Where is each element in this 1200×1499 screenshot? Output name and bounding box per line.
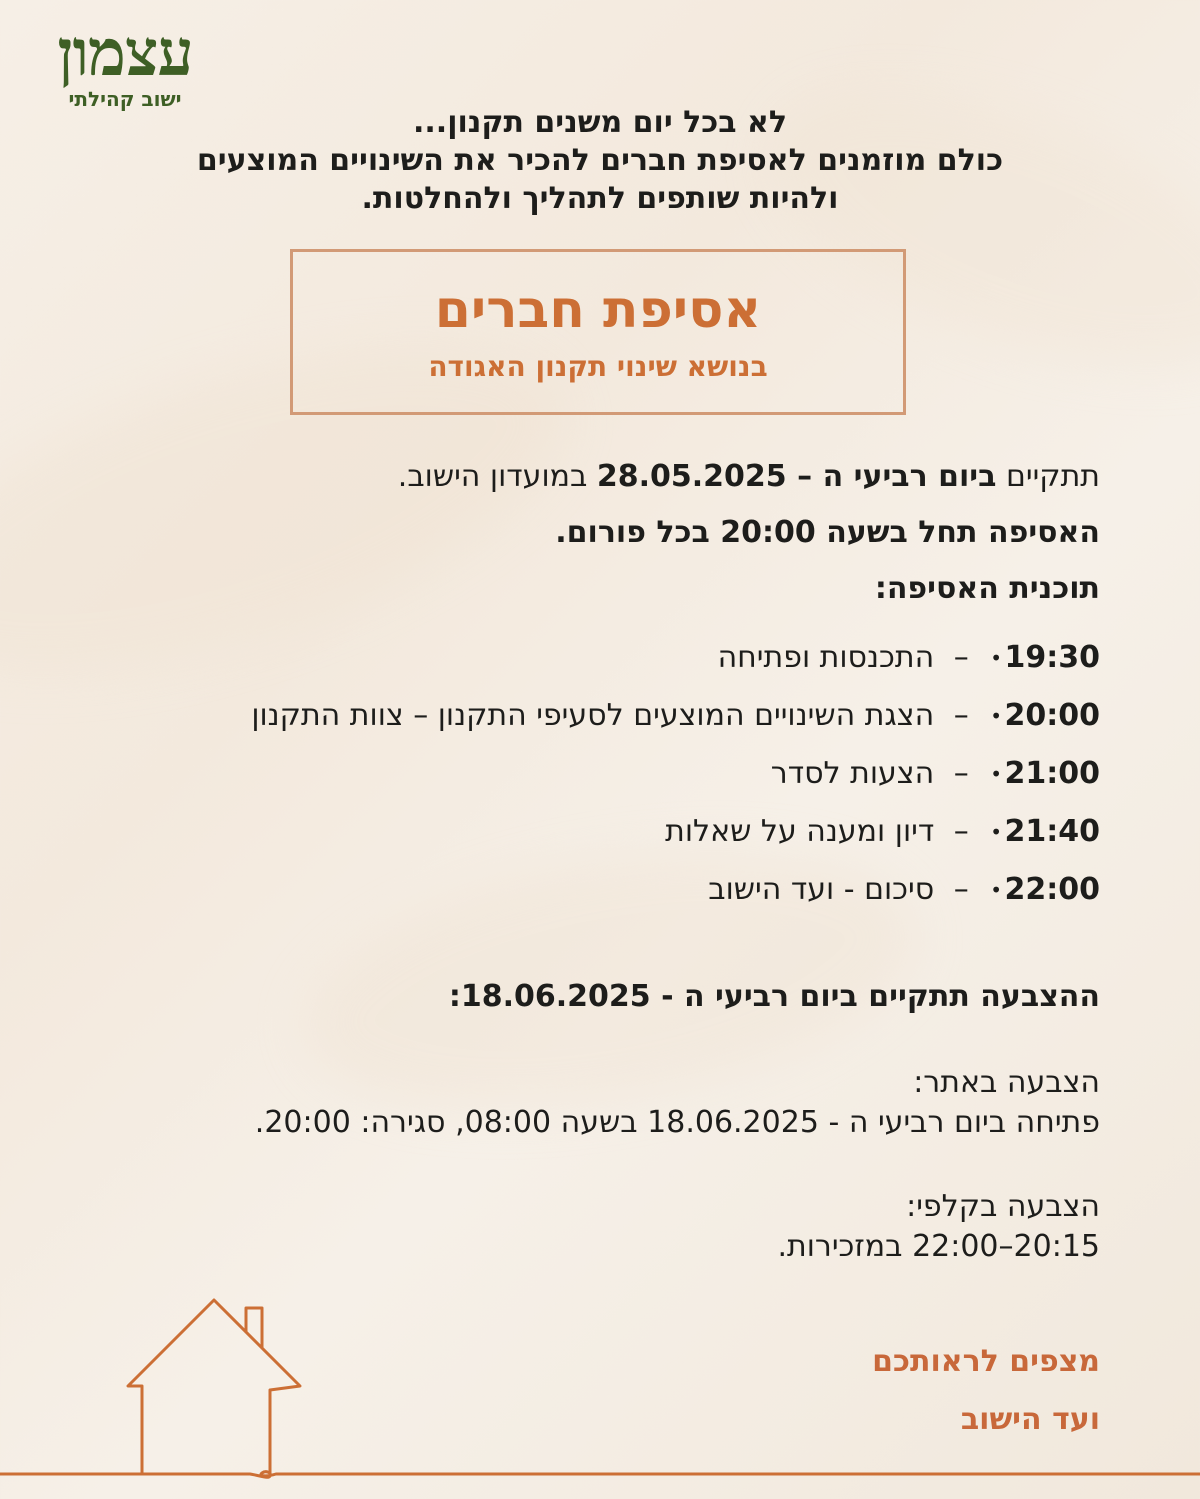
house-line-icon	[0, 1280, 1200, 1499]
logo-name: עצמון	[57, 16, 193, 91]
agenda-text: התכנסות ופתיחה	[717, 640, 935, 675]
intro-text	[0, 104, 1200, 218]
agenda-item	[80, 803, 1100, 861]
when-location: במועדון הישוב.	[397, 459, 588, 494]
dash-separator: –	[953, 640, 969, 675]
online-voting-text: פתיחה ביום רביעי ה - 18.06.2025 בשעה 08:00, סגירה: 20:00.	[254, 1105, 1100, 1140]
ballot-voting-text: 20:15–22:00 במזכירות.	[777, 1229, 1100, 1264]
voting-title: ההצבעה תתקיים ביום רביעי ה - 18.06.2025:	[448, 979, 1100, 1014]
agenda-text: הצגת השינויים המוצעים לסעיפי התקנון – צוות התקנון	[251, 698, 935, 733]
agenda-time: 20:00	[1004, 698, 1100, 733]
meeting-start: האסיפה תחל בשעה 20:00 בכל פורום.	[555, 515, 1100, 550]
agenda-time: 19:30	[1004, 640, 1100, 675]
meeting-when	[80, 455, 1100, 499]
ballot-voting	[80, 1187, 1100, 1267]
agenda-item	[80, 687, 1100, 745]
agenda-time: 22:00	[1004, 872, 1100, 907]
agenda-item	[80, 629, 1100, 687]
meeting-details	[80, 455, 1100, 1267]
bullet-icon: •	[990, 762, 1002, 786]
when-date: ביום רביעי ה – 28.05.2025	[596, 459, 997, 494]
bullet-icon: •	[990, 704, 1002, 728]
online-voting-label: הצבעה באתר:	[913, 1065, 1100, 1100]
ballot-voting-label: הצבעה בקלפי:	[906, 1189, 1100, 1224]
logo-subtitle: ישוב קהילתי	[68, 87, 182, 111]
online-voting	[80, 1063, 1100, 1143]
agenda-time: 21:00	[1004, 756, 1100, 791]
when-prefix: תתקיים	[1005, 459, 1100, 494]
page-subtitle: בנושא שינוי תקנון האגודה	[428, 350, 768, 383]
logo	[32, 16, 218, 111]
intro-line: כולם מוזמנים לאסיפת חברים להכיר את השינויים המוצעים	[196, 143, 1004, 178]
page-title: אסיפת חברים	[434, 280, 762, 340]
agenda-title: תוכנית האסיפה:	[874, 571, 1100, 606]
agenda-text: הצעות לסדר	[770, 756, 935, 791]
closing-signature: ועד הישוב	[960, 1402, 1100, 1437]
dash-separator: –	[953, 756, 969, 791]
agenda-text: סיכום - ועד הישוב	[708, 872, 935, 907]
agenda-time: 21:40	[1004, 814, 1100, 849]
dash-separator: –	[953, 814, 969, 849]
bullet-icon: •	[990, 878, 1002, 902]
agenda-text: דיון ומענה על שאלות	[665, 814, 935, 849]
agenda-list	[80, 629, 1100, 919]
bullet-icon: •	[990, 820, 1002, 844]
title-box	[290, 249, 906, 415]
intro-line: לא בכל יום משנים תקנון...	[413, 105, 787, 140]
intro-line: ולהיות שותפים לתהליך ולהחלטות.	[361, 181, 839, 216]
dash-separator: –	[953, 698, 969, 733]
agenda-item	[80, 745, 1100, 803]
dash-separator: –	[953, 872, 969, 907]
bullet-icon: •	[990, 646, 1002, 670]
closing-line: מצפים לראותכם	[872, 1344, 1100, 1379]
agenda-item	[80, 861, 1100, 919]
